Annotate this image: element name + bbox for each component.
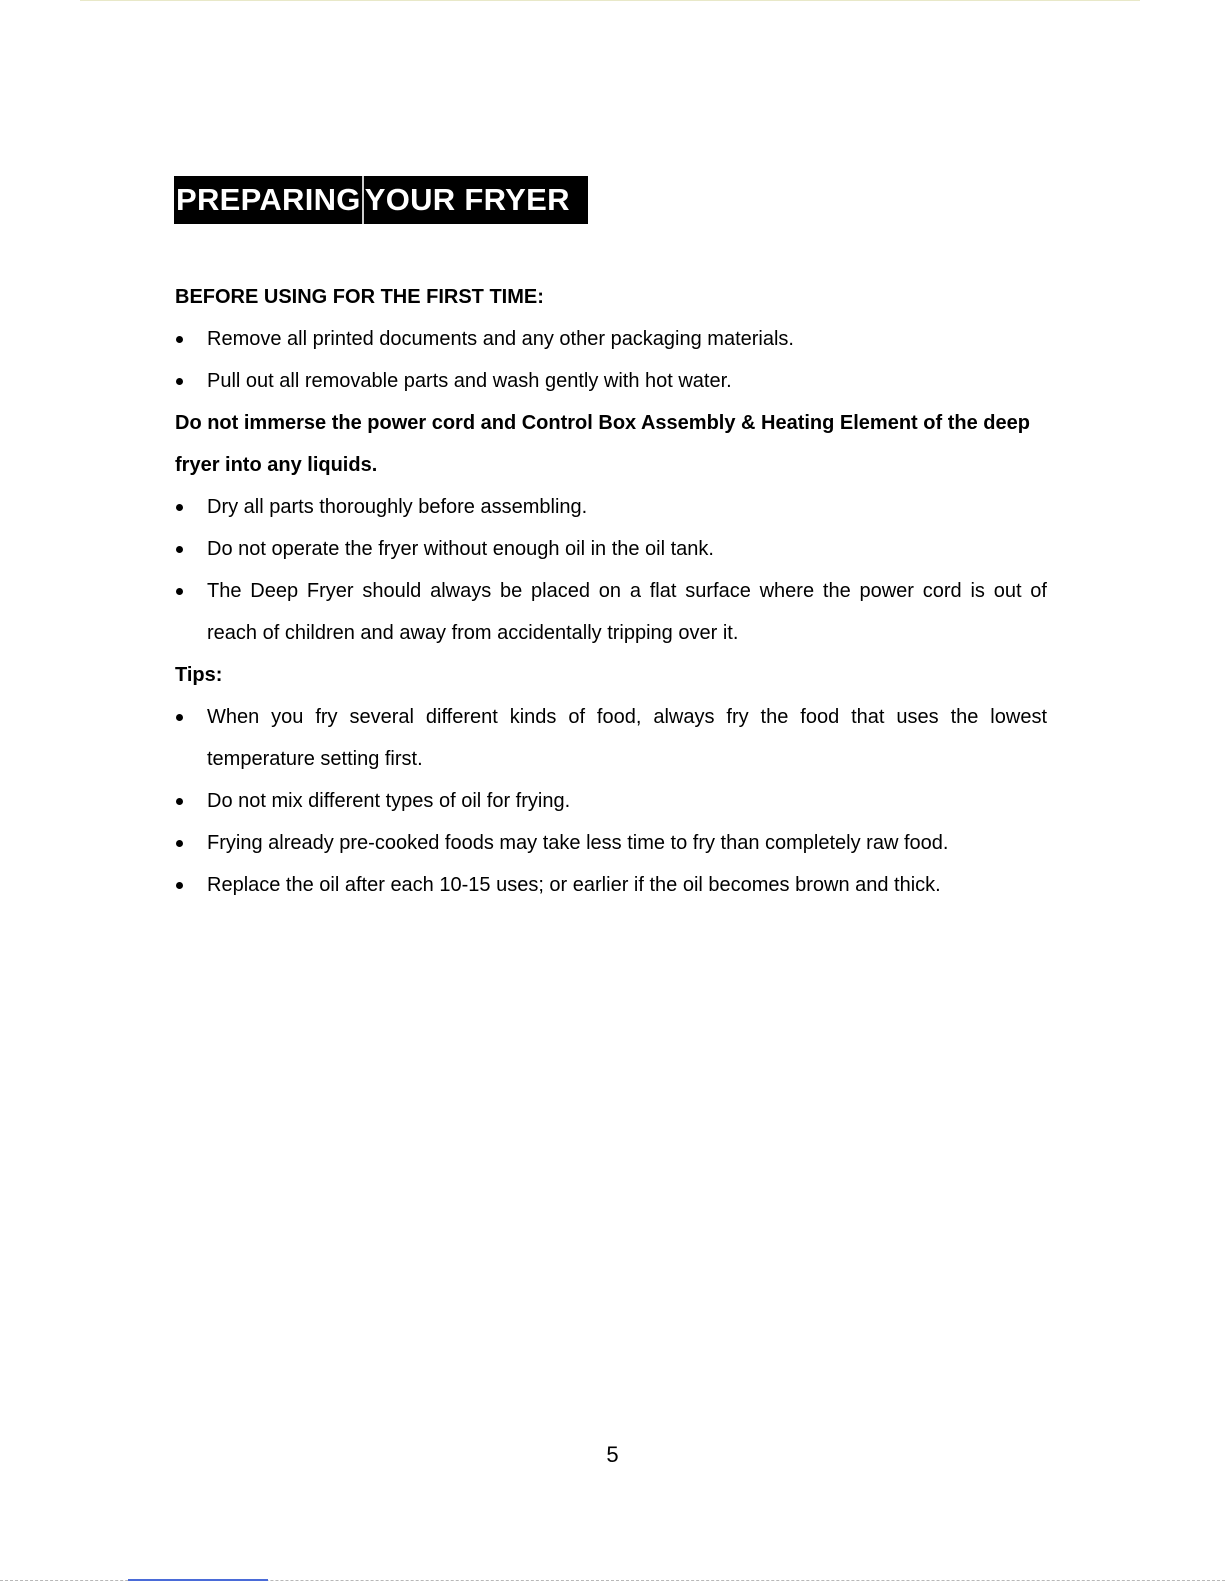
list-item: When you fry several different kinds of food, always fry the food that uses the lowest temperature setting first. — [175, 696, 1047, 780]
title-divider — [362, 176, 364, 224]
top-divider — [80, 0, 1140, 1]
list-item: Remove all printed documents and any other packaging materials. — [175, 318, 1047, 360]
list-item: Do not operate the fryer without enough oil in the oil tank. — [175, 528, 1047, 570]
section-title — [174, 176, 588, 224]
list-item: Dry all parts thoroughly before assembling. — [175, 486, 1047, 528]
preparation-list — [175, 486, 1047, 654]
list-item: Pull out all removable parts and wash gently with hot water. — [175, 360, 1047, 402]
section-title-part-2: YOUR FRYER — [364, 182, 570, 217]
page-number: 5 — [606, 1442, 619, 1467]
first-time-heading: BEFORE USING FOR THE FIRST TIME: — [175, 286, 544, 308]
tips-list — [175, 696, 1047, 906]
document-body — [175, 276, 1047, 906]
first-time-list — [175, 318, 1047, 402]
list-item: Frying already pre-cooked foods may take less time to fry than completely raw food. — [175, 822, 1047, 864]
list-item: The Deep Fryer should always be placed on a flat surface where the power cord is out of reach of children and away from accidentally tripping over it. — [175, 570, 1047, 654]
list-item: Replace the oil after each 10-15 uses; or earlier if the oil becomes brown and thick. — [175, 864, 1047, 906]
bottom-accent-rule — [128, 1579, 268, 1581]
tips-heading: Tips: — [175, 664, 223, 686]
list-item: Do not mix different types of oil for frying. — [175, 780, 1047, 822]
section-title-part-1: PREPARING — [176, 182, 361, 217]
immersion-warning: Do not immerse the power cord and Control Box Assembly & Heating Element of the deep fryer into any liquids. — [175, 412, 1030, 476]
